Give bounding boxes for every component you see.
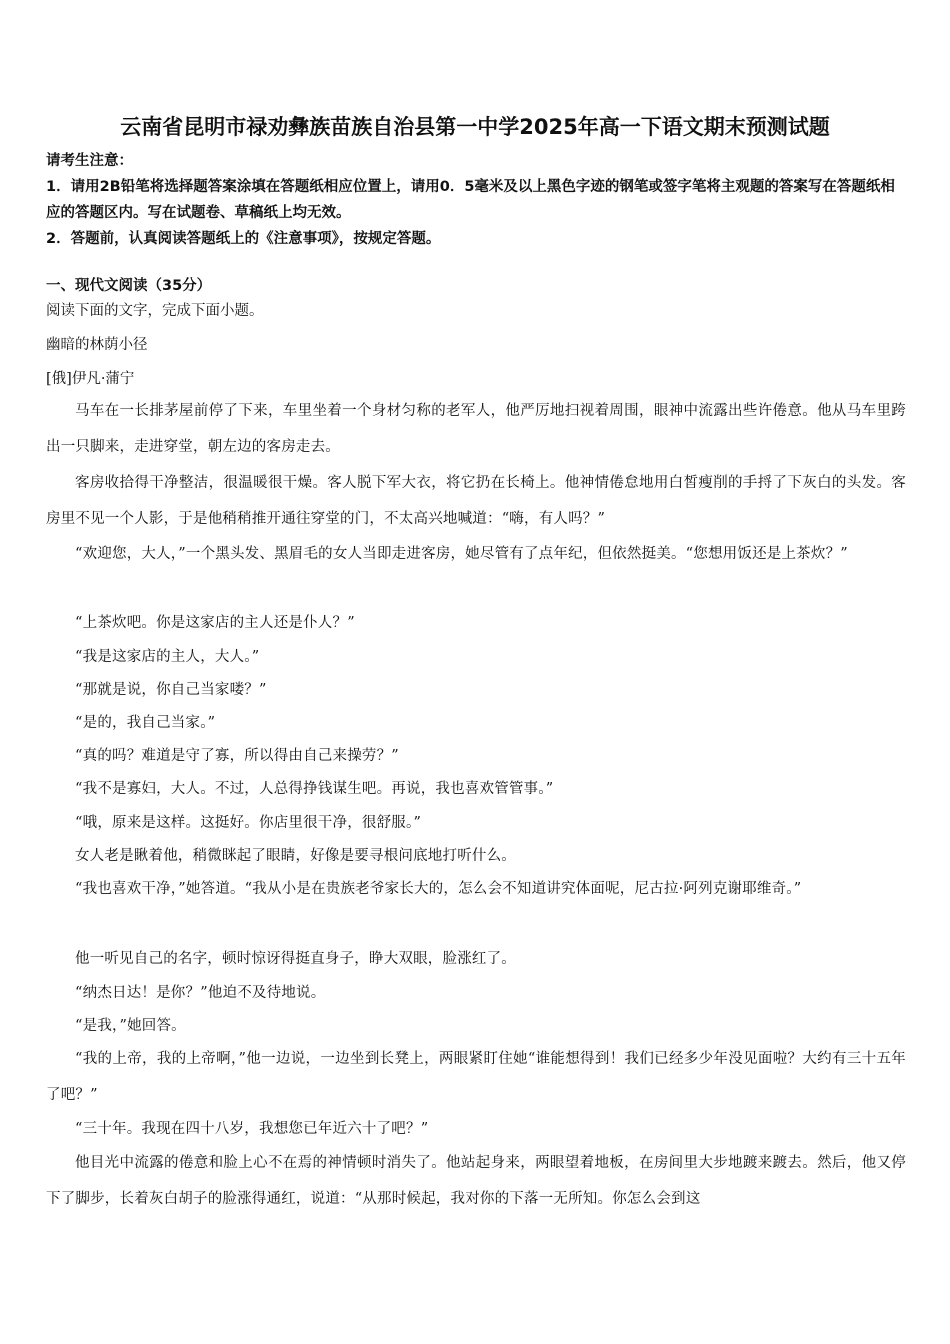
story-author: [俄]伊凡·蒲宁 (46, 371, 135, 387)
story-title: 幽暗的林荫小径 (46, 337, 148, 353)
story-paragraph: “我不是寡妇，大人。不过，人总得挣钱谋生吧。再说，我也喜欢管管事。” (75, 781, 554, 797)
story-paragraph: “是我，”她回答。 (75, 1018, 186, 1034)
story-paragraph: “真的吗？难道是守了寡，所以得由自己来操劳？” (75, 748, 399, 764)
story-paragraph: 他一听见自己的名字，顿时惊讶得挺直身子，睁大双眼，脸涨红了。 (75, 951, 516, 967)
notice-item-1: 1．请用2B铅笔将选择题答案涂填在答题纸相应位置上，请用0．5毫米及以上黑色字迹的钢笔或签字笔将主观题的答案写在答题纸相应的答题区内。写在试题卷、草稿纸上均无效。 (46, 179, 895, 221)
story-paragraph: “哦，原来是这样。这挺好。你店里很干净，很舒服。” (75, 815, 422, 831)
document-title: 云南省昆明市禄劝彝族苗族自治县第一中学2025年高一下语文期末预测试题 (120, 115, 830, 139)
story-paragraph: “我也喜欢干净，”她答道。“我从小是在贵族老爷家长大的，怎么会不知道讲究体面呢，尼古拉·阿列克谢耶维奇。” (75, 881, 802, 897)
story-paragraph: “欢迎您，大人，”一个黑头发、黑眉毛的女人当即走进客房，她尽管有了点年纪，但依然挺美。“您想用饭还是上茶炊？” (75, 546, 848, 562)
section-heading: 一、现代文阅读（35分） (46, 278, 212, 294)
story-paragraph: 他目光中流露的倦意和脸上心不在焉的神情顿时消失了。他站起身来，两眼望着地板，在房间里大步地踱来踱去。然后，他又停下了脚步，长着灰白胡子的脸涨得通红，说道：“从那时候起，我对你的下落一无所知。你怎么会到这 (46, 1155, 906, 1207)
story-paragraph: 马车在一长排茅屋前停了下来，车里坐着一个身材匀称的老军人，他严厉地扫视着周围，眼神中流露出些许倦意。他从马车里跨出一只脚来，走进穿堂，朝左边的客房走去。 (46, 403, 906, 455)
notice-item-2: 2．答题前，认真阅读答题纸上的《注意事项》，按规定答题。 (46, 231, 441, 247)
story-paragraph: 女人老是瞅着他，稍微眯起了眼睛，好像是要寻根问底地打听什么。 (75, 848, 516, 864)
story-paragraph: “三十年。我现在四十八岁，我想您已年近六十了吧？” (75, 1121, 429, 1137)
notice-heading: 请考生注意： (46, 153, 133, 169)
story-paragraph: “我的上帝，我的上帝啊，”他一边说，一边坐到长凳上，两眼紧盯住她“谁能想得到！我们已经多少年没见面啦？大约有三十五年了吧？” (46, 1051, 906, 1103)
story-paragraph: “是的，我自己当家。” (75, 715, 216, 731)
story-paragraph: “纳杰日达！是你？”他迫不及待地说。 (75, 985, 326, 1001)
story-paragraph: “上茶炊吧。你是这家店的主人还是仆人？” (75, 615, 355, 631)
story-paragraph: 客房收拾得干净整洁，很温暖很干燥。客人脱下军大衣，将它扔在长椅上。他神情倦怠地用白皙瘦削的手捋了下灰白的头发。客房里不见一个人影，于是他稍稍推开通往穿堂的门，不太高兴地喊道：“嗨，有人吗？” (46, 475, 906, 527)
story-paragraph: “我是这家店的主人，大人。” (75, 649, 260, 665)
reading-instruction: 阅读下面的文字，完成下面小题。 (46, 303, 264, 319)
story-paragraph: “那就是说，你自己当家喽？” (75, 682, 267, 698)
